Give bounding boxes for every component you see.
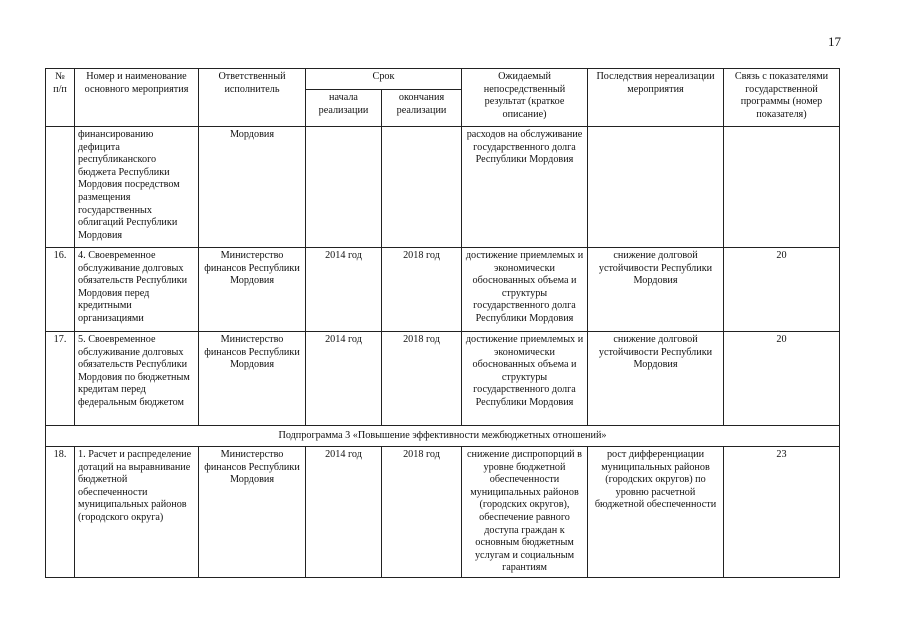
cell-end: 2018 год bbox=[382, 248, 462, 332]
cell-start: 2014 год bbox=[306, 332, 382, 426]
cell-end: 2018 год bbox=[382, 332, 462, 426]
page-number: 17 bbox=[828, 34, 841, 49]
cell-name: 1. Расчет и распределение дотаций на выравнивание бюджетной обеспеченности муниципальных районов (городского округа) bbox=[75, 447, 199, 578]
table-row bbox=[46, 447, 840, 578]
cell-consequences: снижение долговой устойчивости Республики Мордовия bbox=[588, 248, 724, 332]
header-row bbox=[46, 69, 840, 90]
cell-name: 5. Своевременное обслуживание долговых обязательств Республики Мордовия по бюджетным кредитам перед федеральным бюджетом bbox=[75, 332, 199, 426]
cell-num: 17. bbox=[46, 332, 75, 426]
cell-link: 20 bbox=[724, 248, 840, 332]
header-result: Ожидаемый непосредственный результат (краткое описание) bbox=[462, 69, 588, 127]
cell-num bbox=[46, 127, 75, 248]
cell-start: 2014 год bbox=[306, 248, 382, 332]
cell-result: снижение диспропорций в уровне бюджетной обеспеченности муниципальных районов (городских округов), обеспечение равного доступа граждан к основным бюджетным услугам и социальным гарантиям bbox=[462, 447, 588, 578]
header-link: Связь с показателями государственной программы (номер показателя) bbox=[724, 69, 840, 127]
cell-result: расходов на обслуживание государственного долга Республики Мордовия bbox=[462, 127, 588, 248]
cell-num: 16. bbox=[46, 248, 75, 332]
header-name: Номер и наименование основного мероприятия bbox=[75, 69, 199, 127]
cell-executor: Министерство финансов Республики Мордовия bbox=[199, 332, 306, 426]
subprogram-title: Подпрограмма 3 «Повышение эффективности межбюджетных отношений» bbox=[46, 426, 840, 447]
cell-consequences: снижение долговой устойчивости Республики Мордовия bbox=[588, 332, 724, 426]
cell-result: достижение приемлемых и экономически обоснованных объема и структуры государственного долга Республики Мордовия bbox=[462, 248, 588, 332]
table-row bbox=[46, 127, 840, 248]
cell-start bbox=[306, 127, 382, 248]
cell-link: 20 bbox=[724, 332, 840, 426]
subprogram-row bbox=[46, 426, 840, 447]
cell-end bbox=[382, 127, 462, 248]
cell-executor: Министерство финансов Республики Мордовия bbox=[199, 447, 306, 578]
header-num: № п/п bbox=[46, 69, 75, 127]
cell-name: 4. Своевременное обслуживание долговых обязательств Республики Мордовия перед кредитными организациями bbox=[75, 248, 199, 332]
header-consequences: Последствия нереализации мероприятия bbox=[588, 69, 724, 127]
cell-num: 18. bbox=[46, 447, 75, 578]
cell-result: достижение приемлемых и экономически обоснованных объема и структуры государственного долга Республики Мордовия bbox=[462, 332, 588, 426]
cell-start: 2014 год bbox=[306, 447, 382, 578]
cell-executor: Министерство финансов Республики Мордовия bbox=[199, 248, 306, 332]
measures-table bbox=[45, 68, 840, 578]
header-start: начала реализации bbox=[306, 90, 382, 127]
cell-end: 2018 год bbox=[382, 447, 462, 578]
cell-link: 23 bbox=[724, 447, 840, 578]
cell-consequences bbox=[588, 127, 724, 248]
table-row bbox=[46, 248, 840, 332]
cell-link bbox=[724, 127, 840, 248]
cell-name: финансированию дефицита республиканского бюджета Республики Мордовия посредством размещения государственных облигаций Республики Мордовия bbox=[75, 127, 199, 248]
header-end: окончания реализации bbox=[382, 90, 462, 127]
cell-executor: Мордовия bbox=[199, 127, 306, 248]
header-term: Срок bbox=[306, 69, 462, 90]
header-executor: Ответственный исполнитель bbox=[199, 69, 306, 127]
cell-consequences: рост дифференциации муниципальных районов (городских округов) по уровню расчетной бюджетной обеспеченности bbox=[588, 447, 724, 578]
table-row bbox=[46, 332, 840, 426]
